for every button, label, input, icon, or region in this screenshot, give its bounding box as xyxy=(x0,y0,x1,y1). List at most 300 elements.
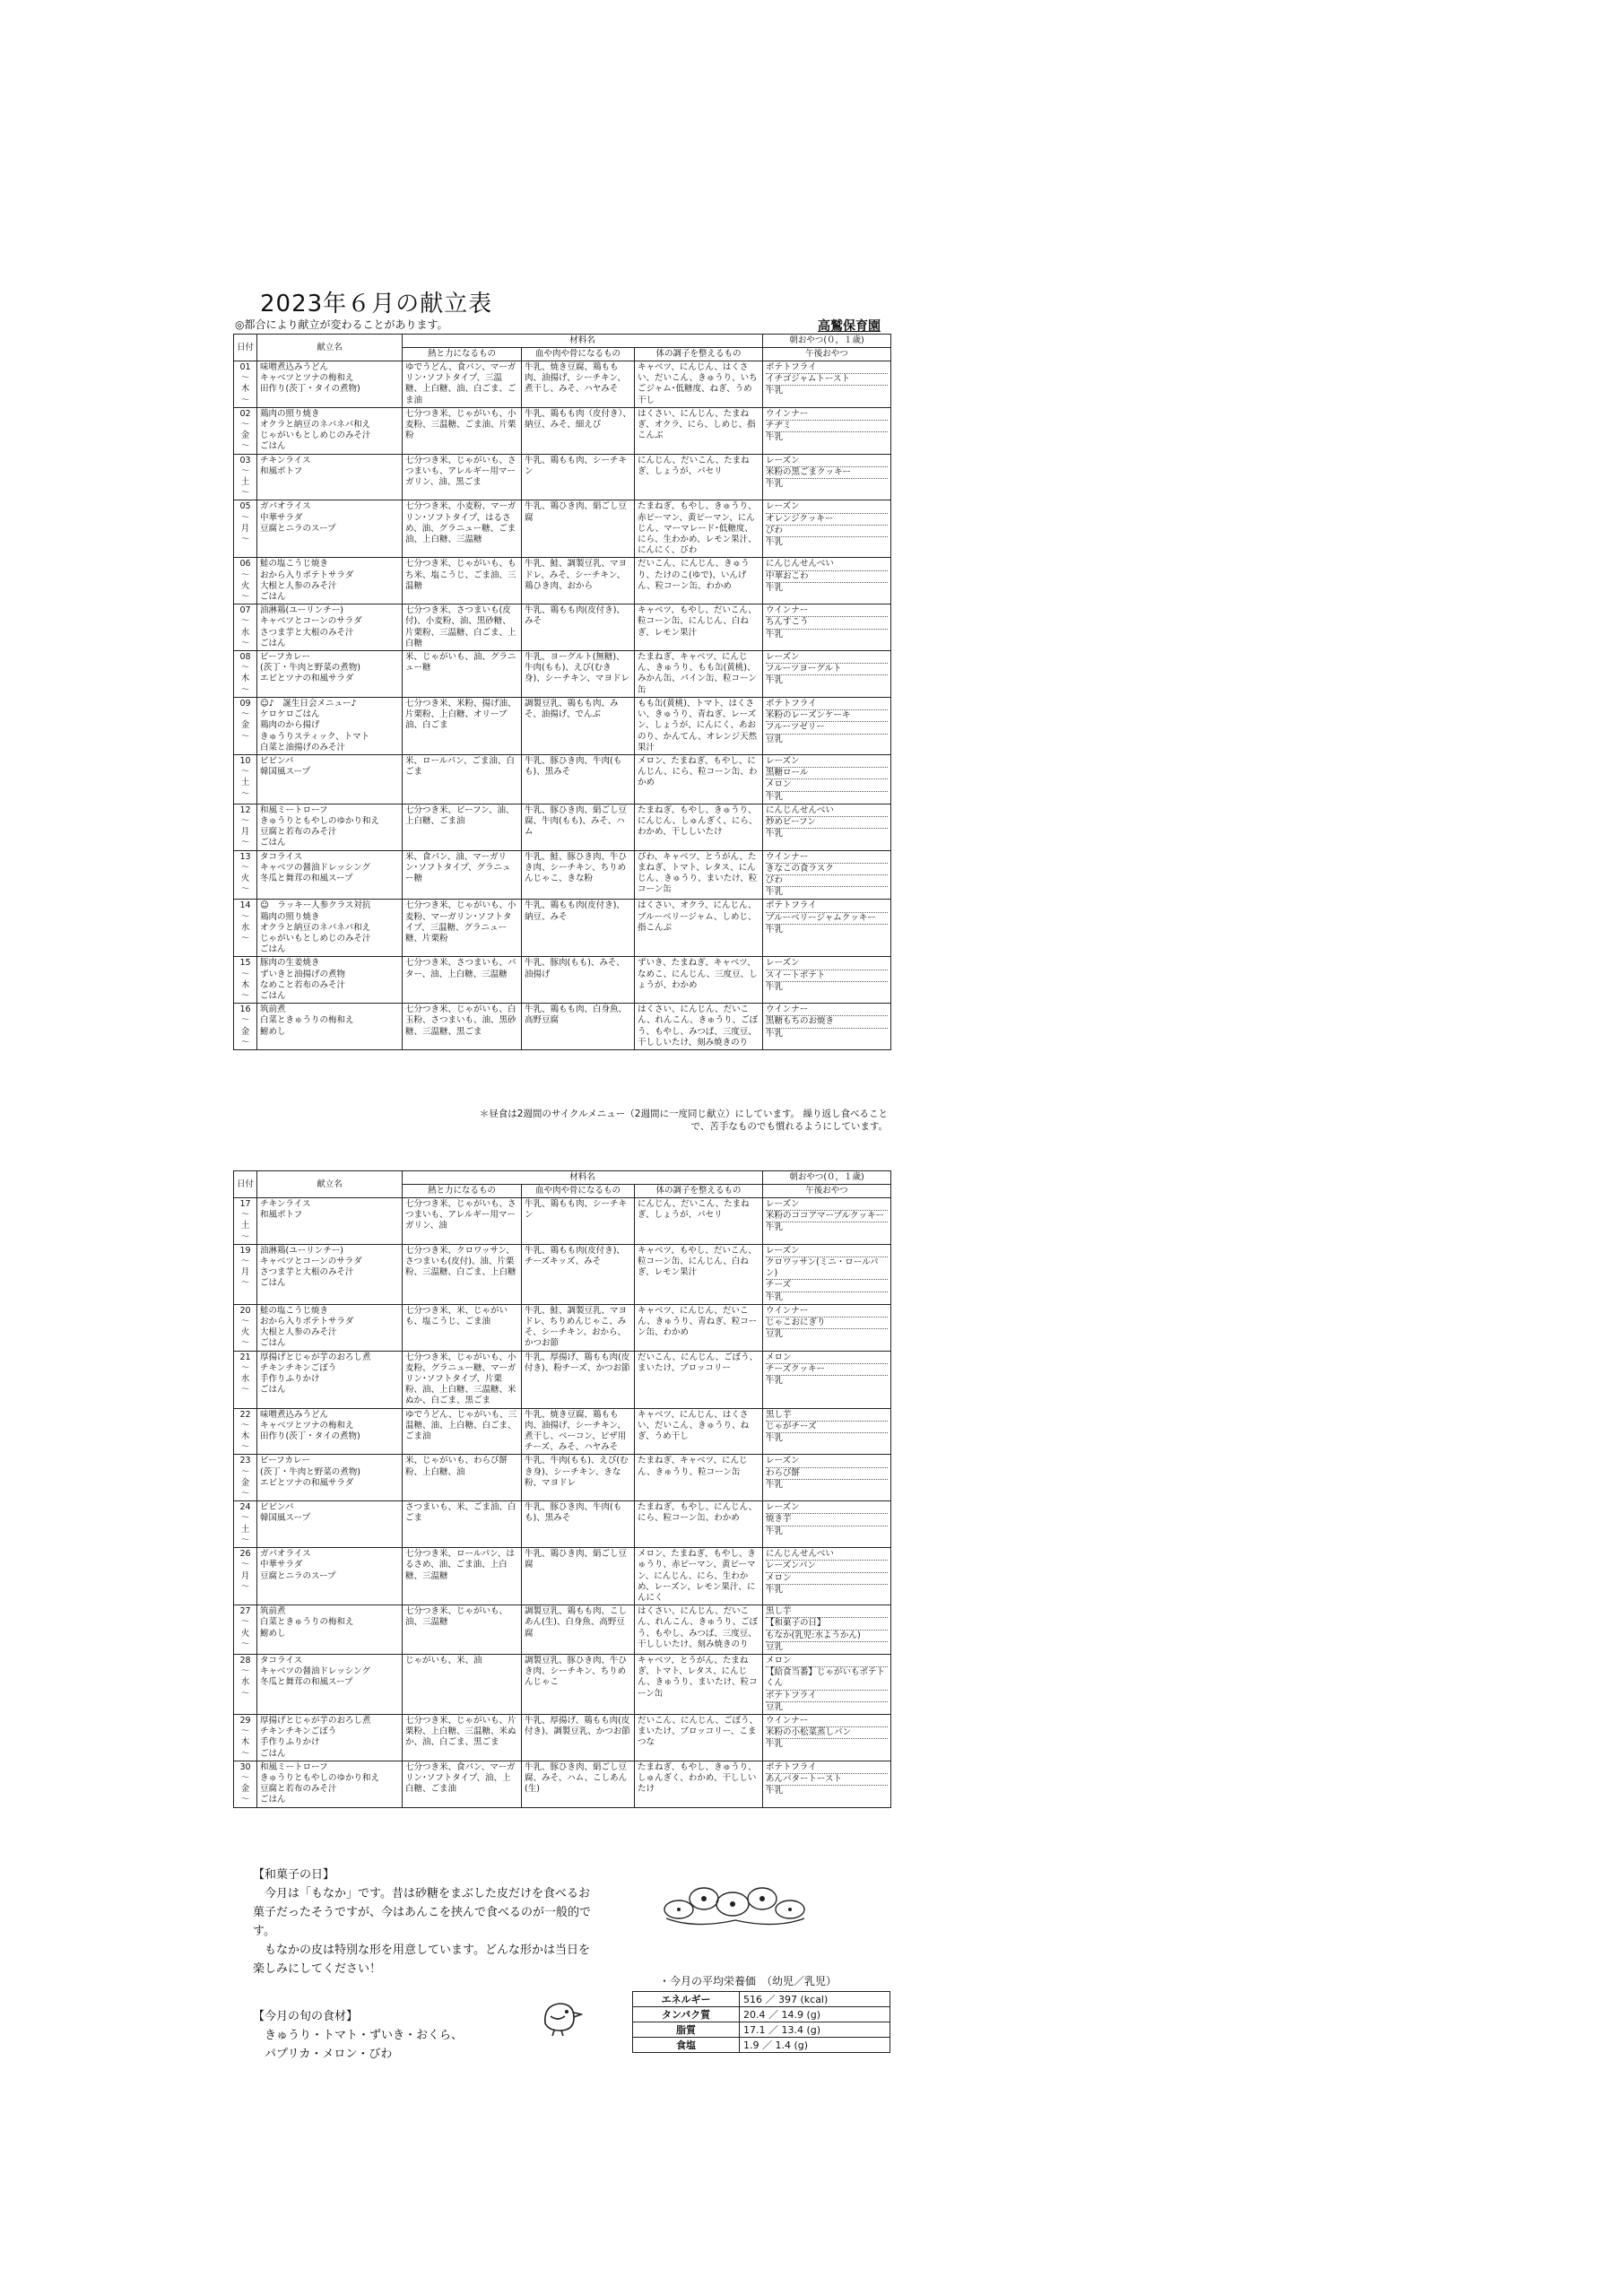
seasonal-heading: 【今月の旬の食材】 xyxy=(253,2010,359,2023)
snack-item: 牛乳 xyxy=(766,1222,784,1233)
day-number: 29 xyxy=(239,1715,251,1726)
energy-cell: 米、じゃがいも、油、グラニュー糖 xyxy=(403,651,522,698)
day-number: 22 xyxy=(239,1409,251,1420)
menu-row xyxy=(234,604,891,651)
condition-cell: にんじん、だいこん、たまねぎ、しょうが、パセリ xyxy=(635,454,763,500)
body-cell: 牛乳、鮭、豚ひき肉、牛ひき肉、シーチキン、ちりめんじゃこ、きな粉 xyxy=(522,850,635,900)
day-number: 27 xyxy=(239,1606,251,1617)
date-cell: 29 〜 木 〜 xyxy=(234,1714,257,1761)
body-cell: 牛乳、鶏もも肉(皮付き)、チーズキッズ、みそ xyxy=(522,1244,635,1304)
snack-item: 【和菓子の日】 xyxy=(766,1618,888,1630)
seasonal-food-box xyxy=(253,2007,540,2064)
snack-item: レーズン xyxy=(766,756,888,768)
energy-header: 熱と力になるもの xyxy=(403,1185,522,1198)
school-name: 高鷲保育園 xyxy=(818,319,881,334)
snack-item: ちんすこう xyxy=(766,617,888,629)
body-cell: 牛乳、鶏もも肉、白身魚、高野豆腐 xyxy=(522,1004,635,1050)
snack-item: 牛乳 xyxy=(766,1584,784,1595)
dish-cell: 鮭の塩こうじ焼き おから入りポテトサラダ 大根と人参のみそ汁 ごはん xyxy=(257,1304,403,1351)
weekday: 土 xyxy=(240,1221,250,1231)
snack-cell xyxy=(763,1501,891,1548)
body-cell: 牛乳、豚肉(もも)、みそ、油揚げ xyxy=(522,957,635,1004)
snack-item: 中華おこわ xyxy=(766,571,888,583)
body-cell: 牛乳、鶏ひき肉、絹ごし豆腐 xyxy=(522,500,635,558)
weekday: 木 xyxy=(240,1431,250,1442)
snack-item: 牛乳 xyxy=(766,1376,784,1387)
body-cell: 牛乳、牛肉(もも)、えび(むき身)、シーチキン、きな粉、マヨドレ xyxy=(522,1455,635,1501)
condition-cell: キャベツ、とうがん、たまねぎ、トマト、レタス、にんじん、きゅうり、まいたけ、粒コーン缶 xyxy=(635,1654,763,1714)
change-note: ◎都合により献立が変わることがあります。 xyxy=(235,318,448,331)
nutrient-value: 17.1 ／ 13.4 (g) xyxy=(740,2022,890,2038)
day-number: 15 xyxy=(239,958,251,969)
day-number: 02 xyxy=(239,408,251,419)
body-cell: 牛乳、焼き豆腐、鶏もも肉、油揚げ、シーチキン、煮干し、みそ、ハヤみそ xyxy=(522,361,635,408)
day-number: 19 xyxy=(239,1245,251,1256)
day-number: 05 xyxy=(239,501,251,512)
snack-item: びわ xyxy=(766,526,888,537)
snack-item: 牛乳 xyxy=(766,629,784,639)
snack-item: 牛乳 xyxy=(766,479,784,490)
afternoon-snack-header: 午後おやつ xyxy=(763,1185,891,1198)
condition-cell: たまねぎ、もやし、きゅうり、にんじん、しゅんぎく、にら、わかめ、干ししいたけ xyxy=(635,804,763,850)
snack-item: 豆乳 xyxy=(766,1701,784,1712)
snack-item: 米粉の小松菜蒸しパン xyxy=(766,1727,888,1739)
snack-cell xyxy=(763,1714,891,1761)
weekday: 火 xyxy=(240,873,250,883)
energy-cell: 七分つき米、じゃがいも、小麦粉、マーガリン･ソフトタイプ、三温糖、グラニュー糖、片栗粉 xyxy=(403,900,522,957)
condition-cell: ずいき、たまねぎ、キャベツ、なめこ、にんじん、三度豆、しょうが、わかめ xyxy=(635,957,763,1004)
energy-cell: 七分つき米、ビーフン、油、上白糖、ごま油 xyxy=(403,804,522,850)
day-number: 26 xyxy=(239,1549,251,1560)
snack-item: ポテトフライ xyxy=(766,1762,888,1774)
menu-row xyxy=(234,850,891,900)
wagashi-heading: 【和菓子の日】 xyxy=(253,1868,335,1882)
dish-cell: 筑前煮 白菜ときゅうりの梅和え 鮒めし xyxy=(257,1004,403,1050)
body-cell: 調製豆乳、鶏もも肉、みそ、油揚げ、でんぶ xyxy=(522,697,635,754)
snack-cell xyxy=(763,454,891,500)
dish-cell: チキンライス 和風ポトフ xyxy=(257,1198,403,1245)
weekday: 土 xyxy=(240,477,250,488)
cycle-footnote: ＊昼食は2週間のサイクルメニュー（2週間に一度同じ献立）にしています。 繰り返し食べることで、苦手なものでも慣れるようにしています。 xyxy=(479,1109,888,1132)
snack-item: メロン xyxy=(766,1573,888,1585)
condition-cell: メロン、たまねぎ、もやし、にんじん、にら、粒コーン缶、わかめ xyxy=(635,754,763,804)
snack-cell xyxy=(763,697,891,754)
snack-item: 豆乳 xyxy=(766,1641,784,1652)
energy-cell: 七分つき米、じゃがいも、さつまいも、アレルギー用マーガリン、油、黒ごま xyxy=(403,454,522,500)
menu-row xyxy=(234,1548,891,1605)
weekday: 土 xyxy=(240,778,250,788)
dish-cell: 筑前煮 白菜ときゅうりの梅和え 鮒めし xyxy=(257,1605,403,1655)
snack-item: じゃこおにぎり xyxy=(766,1318,888,1329)
date-cell: 01 〜 木 〜 xyxy=(234,361,257,408)
snack-item: ウインナー xyxy=(766,409,888,421)
body-cell: 牛乳、厚揚げ、鶏もも肉(皮付き)、調製豆乳、かつお節 xyxy=(522,1714,635,1761)
snack-item: ポテトフライ xyxy=(766,1691,888,1702)
snack-cell xyxy=(763,1548,891,1605)
snack-item: スイートポテト xyxy=(766,970,888,982)
snack-item: 牛乳 xyxy=(766,924,784,935)
condition-cell: キャベツ、もやし、だいこん、粒コーン缶、にんじん、白ねぎ、レモン果汁 xyxy=(635,604,763,651)
menu-row xyxy=(234,407,891,454)
dish-cell: タコライス キャベツの醤油ドレッシング 冬瓜と舞茸の和風スープ xyxy=(257,850,403,900)
date-cell: 23 〜 金 〜 xyxy=(234,1455,257,1501)
snack-item: ウインナー xyxy=(766,1306,888,1318)
energy-cell: 七分つき米、米粉、揚げ油、片栗粉、上白糖、オリーブ油、白ごま xyxy=(403,697,522,754)
snack-item: オレンジクッキー xyxy=(766,514,888,526)
dish-cell: ビビンバ 韓国風スープ xyxy=(257,1501,403,1548)
weekday: 月 xyxy=(240,1267,250,1278)
snack-item: レーズン xyxy=(766,501,888,513)
nutrition-row xyxy=(633,2007,890,2022)
day-number: 23 xyxy=(239,1456,251,1466)
snack-item: 米粉のココアマーブルクッキー xyxy=(766,1211,888,1222)
snack-cell xyxy=(763,754,891,804)
date-cell: 10 〜 土 〜 xyxy=(234,754,257,804)
condition-cell: たまねぎ、もやし、きゅうり、しゅんぎく、わかめ、干ししいたけ xyxy=(635,1761,763,1807)
snack-item: 牛乳 xyxy=(766,1028,784,1039)
dish-cell: 味噌煮込みうどん キャベツとツナの梅和え 田作り(茨丁・タイの煮物) xyxy=(257,361,403,408)
snack-item: レーズン xyxy=(766,1456,888,1467)
date-cell: 03 〜 土 〜 xyxy=(234,454,257,500)
weekday: 木 xyxy=(240,384,250,395)
nutrient-name: 脂質 xyxy=(633,2022,740,2038)
weekday: 火 xyxy=(240,580,250,591)
condition-cell: たまねぎ、もやし、にんじん、にら、粒コーン缶、わかめ xyxy=(635,1501,763,1548)
condition-header: 体の調子を整えるもの xyxy=(635,1185,763,1198)
dish-cell: 厚揚げとじゃが芋のおろし煮 チキンチキンごぼう 手作りふりかけ ごはん xyxy=(257,1351,403,1408)
weekday: 金 xyxy=(240,1477,250,1488)
snack-cell xyxy=(763,1351,891,1408)
menu-row xyxy=(234,454,891,500)
snack-item: ウインナー xyxy=(766,1716,888,1727)
snack-item: 牛乳 xyxy=(766,1739,784,1750)
date-cell: 21 〜 水 〜 xyxy=(234,1351,257,1408)
nutrient-name: 食塩 xyxy=(633,2038,740,2053)
menu-row xyxy=(234,1455,891,1501)
page-title: 2023年６月の献立表 xyxy=(260,291,493,317)
body-cell: 牛乳、鶏もも肉（皮付き）、納豆、みそ、細えび xyxy=(522,407,635,454)
condition-cell: びわ、キャベツ、とうがん、たまねぎ、トマト、レタス、にんじん、きゅうり、まいたけ、粒コーン缶 xyxy=(635,850,763,900)
day-number: 21 xyxy=(239,1352,251,1362)
nutrition-heading: ・今月の平均栄養価 （幼児／乳児） xyxy=(659,1975,838,1987)
snack-item: チヂミ xyxy=(766,421,888,432)
menu-row xyxy=(234,900,891,957)
weekday: 水 xyxy=(240,1374,250,1385)
menu-row xyxy=(234,500,891,558)
day-number: 14 xyxy=(239,900,251,911)
condition-cell: メロン、たまねぎ、もやし、きゅうり、赤ピーマン、黄ピーマン、にんじん、にら、生わかめ、レーズン、レモン果汁、にんにく xyxy=(635,1548,763,1605)
materials-header: 材料名 xyxy=(403,335,763,348)
dish-cell: タコライス キャベツの醤油ドレッシング 冬瓜と舞茸の和風スープ xyxy=(257,1654,403,1714)
snack-cell xyxy=(763,1455,891,1501)
day-number: 10 xyxy=(239,755,251,766)
snack-cell xyxy=(763,604,891,651)
dish-cell: 油淋鶏(ユーリンチー) キャベツとコーンのサラダ さつま芋と大根のみそ汁 ごはん xyxy=(257,1244,403,1304)
snack-item: 牛乳 xyxy=(766,1433,784,1444)
condition-cell: はくさい、オクラ、にんじん、ブルーベリージャム、しめじ、指こんぶ xyxy=(635,900,763,957)
wagashi-body: 今月は「もなか」です。昔は砂糖をまぶした皮だけを食べるお菓子だったそうですが、今はあんこを挟んで食べるのが一般的です。 もなかの皮は特別な形を用意しています。どんな形かは当日を楽しみにしてください！ xyxy=(253,1887,592,1976)
menu-table-second-half xyxy=(233,1170,891,1808)
nutrition-row xyxy=(633,2038,890,2053)
body-cell: 牛乳、厚揚げ、鶏もも肉(皮付き)、粉チーズ、かつお節 xyxy=(522,1351,635,1408)
body-cell: 牛乳、鶏ひき肉、絹ごし豆腐 xyxy=(522,1548,635,1605)
date-cell: 14 〜 水 〜 xyxy=(234,900,257,957)
dish-cell: 豚肉の生姜焼き ずいきと油揚げの煮物 なめこと若布のみそ汁 ごはん xyxy=(257,957,403,1004)
nutrient-name: タンパク質 xyxy=(633,2007,740,2022)
day-number: 20 xyxy=(239,1305,251,1316)
snack-cell xyxy=(763,558,891,604)
menu-row xyxy=(234,957,891,1004)
body-cell: 調製豆乳、鶏もも肉、こしあん(生)、白身魚、高野豆腐 xyxy=(522,1605,635,1655)
snack-item: 【給食当番】じゃがいもポテトくん xyxy=(766,1667,888,1690)
body-cell: 牛乳、豚ひき肉、絹ごし豆腐、牛肉(もも)、みそ、ハム xyxy=(522,804,635,850)
condition-cell: はくさい、にんじん、たまねぎ、オクラ、にら、しめじ、指こんぶ xyxy=(635,407,763,454)
weekday: 火 xyxy=(240,1327,250,1338)
snack-item: レーズン xyxy=(766,1199,888,1211)
energy-cell: 七分つき米、米、じゃがいも、塩こうじ、ごま油 xyxy=(403,1304,522,1351)
dish-cell: 鶏肉の照り焼き オクラと納豆のネバネバ和え じゃがいもとしめじのみそ汁 ごはん xyxy=(257,407,403,454)
energy-cell: 米、じゃがいも、わらび餅粉、上白糖、油 xyxy=(403,1455,522,1501)
weekday: 火 xyxy=(240,1628,250,1639)
snack-item: 牛乳 xyxy=(766,1786,784,1796)
menu-row xyxy=(234,1304,891,1351)
snack-cell xyxy=(763,900,891,957)
energy-cell: 七分つき米、ロールパン、はるさめ、油、ごま油、上白糖、三温糖 xyxy=(403,1548,522,1605)
dish-cell: チキンライス 和風ポトフ xyxy=(257,454,403,500)
snack-item: レーズン xyxy=(766,1246,888,1257)
snack-cell xyxy=(763,407,891,454)
snack-item: にんじんせんべい xyxy=(766,805,888,817)
date-cell: 08 〜 木 〜 xyxy=(234,651,257,698)
snack-item: レーズン xyxy=(766,958,888,970)
dish-cell: 味噌煮込みうどん キャベツとツナの梅和え 田作り(茨丁・タイの煮物) xyxy=(257,1408,403,1455)
snack-item: 米粉の黒ごまクッキー xyxy=(766,467,888,479)
snack-item: 牛乳 xyxy=(766,887,784,898)
menu-row xyxy=(234,1004,891,1050)
menu-row xyxy=(234,1351,891,1408)
snack-item: クロワッサン(ミニ・ロールパン) xyxy=(766,1257,888,1280)
condition-cell: はくさい、にんじん、だいこん、れんこん、きゅうり、ごぼう、もやし、みつば、三度豆、干ししいたけ、刻み焼きのり xyxy=(635,1004,763,1050)
dish-cell: ビーフカレー (茨丁・牛肉と野菜の煮物) エビとツナの和風サラダ xyxy=(257,1455,403,1501)
snack-item: 豆乳 xyxy=(766,1329,784,1340)
snack-item: 豆乳 xyxy=(766,734,784,744)
date-cell: 16 〜 金 〜 xyxy=(234,1004,257,1050)
weekday: 水 xyxy=(240,627,250,638)
date-cell: 27 〜 火 〜 xyxy=(234,1605,257,1655)
nutrition-table xyxy=(632,1991,890,2053)
body-cell: 牛乳、豚ひき肉、絹ごし豆腐、みそ、ハム、こしあん(生) xyxy=(522,1761,635,1807)
snack-item: きなこの食ラスク xyxy=(766,864,888,875)
date-cell: 12 〜 月 〜 xyxy=(234,804,257,850)
date-cell: 17 〜 土 〜 xyxy=(234,1198,257,1245)
menu-row xyxy=(234,361,891,408)
day-number: 24 xyxy=(239,1502,251,1513)
condition-cell: キャベツ、にんじん、だいこん、きゅうり、青ねぎ、粒コーン缶、わかめ xyxy=(635,1304,763,1351)
bird-icon xyxy=(538,1996,583,2036)
body-cell: 牛乳、豚ひき肉、牛肉(もも)、黒みそ xyxy=(522,1501,635,1548)
day-number: 30 xyxy=(239,1761,251,1772)
snack-item: 牛乳 xyxy=(766,675,784,686)
snack-item: 炒めビーフン xyxy=(766,817,888,829)
snack-item: チーズクッキー xyxy=(766,1364,888,1376)
day-number: 16 xyxy=(239,1004,251,1015)
day-number: 12 xyxy=(239,804,251,815)
morning-snack-header: 朝おやつ(０，１歳) xyxy=(763,1171,891,1185)
menu-row xyxy=(234,1761,891,1807)
snack-item: メロン xyxy=(766,779,888,791)
condition-cell: はくさい、にんじん、だいこん、れんこん、きゅうり、ごぼう、もやし、みつば、三度豆、干ししいたけ、刻み焼きのり xyxy=(635,1605,763,1655)
condition-cell: キャベツ、にんじん、はくさい、だいこん、きゅうり、ねぎ、うめ干し xyxy=(635,1408,763,1455)
date-cell: 02 〜 金 〜 xyxy=(234,407,257,454)
energy-cell: 七分つき米、じゃがいも、片栗粉、上白糖、三温糖、米ぬか、油、白ごま、黒ごま xyxy=(403,1714,522,1761)
snack-item: ポテトフライ xyxy=(766,362,888,374)
date-cell: 05 〜 月 〜 xyxy=(234,500,257,558)
day-number: 01 xyxy=(239,362,251,372)
energy-cell: 七分つき米、じゃがいも、小麦粉、三温糖、ごま油、片栗粉 xyxy=(403,407,522,454)
body-cell: 牛乳、鮭、調製豆乳、マヨドレ、みそ、シーチキン、鶏ひき肉、おから xyxy=(522,558,635,604)
menu-row xyxy=(234,697,891,754)
menu-row xyxy=(234,1198,891,1245)
energy-cell: じゃがいも、米、油 xyxy=(403,1654,522,1714)
menu-row xyxy=(234,1501,891,1548)
condition-cell: たまねぎ、キャベツ、にんじん、きゅうり、粒コーン缶 xyxy=(635,1455,763,1501)
afternoon-snack-header: 午後おやつ xyxy=(763,348,891,361)
weekday: 水 xyxy=(240,1677,250,1688)
snack-item: 牛乳 xyxy=(766,582,784,593)
snack-item: 黒し芋 xyxy=(766,1410,888,1422)
morning-snack-header: 朝おやつ(０，１歳) xyxy=(763,335,891,348)
snack-cell xyxy=(763,1198,891,1245)
weekday: 金 xyxy=(240,1026,250,1037)
weekday: 土 xyxy=(240,1524,250,1535)
condition-cell: だいこん、にんじん、きゅうり、たけのこ(ゆで)、いんげん、粒コーン缶、わかめ xyxy=(635,558,763,604)
snack-cell xyxy=(763,1304,891,1351)
condition-cell: にんじん、だいこん、たまねぎ、しょうが、パセリ xyxy=(635,1198,763,1245)
snack-item: ウインナー xyxy=(766,605,888,617)
condition-cell: たまねぎ、キャベツ、にんじん、きゅうり、もも缶(黄桃)、みかん缶、パイン缶、粒コーン缶 xyxy=(635,651,763,698)
body-cell: 調製豆乳、豚ひき肉、牛ひき肉、シーチキン、ちりめんじゃこ xyxy=(522,1654,635,1714)
snack-item: ウインナー xyxy=(766,1004,888,1016)
snack-item: 牛乳 xyxy=(766,1292,784,1302)
snack-cell xyxy=(763,850,891,900)
nutrient-value: 20.4 ／ 14.9 (g) xyxy=(740,2007,890,2022)
day-number: 08 xyxy=(239,652,251,663)
energy-cell: 七分つき米、じゃがいも、さつまいも、アレルギー用マーガリン、油 xyxy=(403,1198,522,1245)
day-number: 13 xyxy=(239,851,251,862)
dish-cell: 厚揚げとじゃが芋のおろし煮 チキンチキンごぼう 手作りふりかけ ごはん xyxy=(257,1714,403,1761)
snack-item: 黒糖もちのお焼き xyxy=(766,1016,888,1028)
snack-item: フルーツヨーグルト xyxy=(766,664,888,675)
date-cell: 30 〜 金 〜 xyxy=(234,1761,257,1807)
energy-cell: 七分つき米、クロワッサン、さつまいも(皮付)、油、片栗粉、三温糖、白ごま、上白糖 xyxy=(403,1244,522,1304)
snack-cell xyxy=(763,361,891,408)
energy-cell: 七分つき米、じゃがいも、油、三温糖 xyxy=(403,1605,522,1655)
snack-item: イチゴジャムトースト xyxy=(766,374,888,386)
snack-item: レーズン xyxy=(766,652,888,664)
energy-cell: 七分つき米、じゃがいも、白玉粉、さつまいも、油、黒砂糖、三温糖、黒ごま xyxy=(403,1004,522,1050)
weekday: 水 xyxy=(240,922,250,933)
body-cell: 牛乳、鮭、調製豆乳、マヨドレ、ちりめんじゃこ、みそ、シーチキン、おから、かつお節 xyxy=(522,1304,635,1351)
menu-row xyxy=(234,651,891,698)
energy-cell: 七分つき米、じゃがいも、小麦粉、グラニュー糖、マーガリン･ソフトタイプ、片栗粉、油、上白糖、三温糖、米ぬか、白ごま、黒ごま xyxy=(403,1351,522,1408)
menu-row xyxy=(234,1605,891,1655)
snack-item: レーズンパン xyxy=(766,1561,888,1572)
snack-cell xyxy=(763,1761,891,1807)
snack-cell xyxy=(763,500,891,558)
nutrition-row xyxy=(633,1992,890,2007)
wagashi-day-box xyxy=(253,1866,594,1979)
snack-cell xyxy=(763,957,891,1004)
snack-item: わらび餅 xyxy=(766,1468,888,1480)
snack-cell xyxy=(763,1004,891,1050)
date-cell: 19 〜 月 〜 xyxy=(234,1244,257,1304)
nutrient-name: エネルギー xyxy=(633,1992,740,2007)
dish-cell: ガパオライス 中華サラダ 豆腐とニラのスープ xyxy=(257,1548,403,1605)
energy-cell: 七分つき米、食パン、マーガリン･ソフトタイプ、油、上白糖、ごま油 xyxy=(403,1761,522,1807)
date-cell: 07 〜 水 〜 xyxy=(234,604,257,651)
date-cell: 06 〜 火 〜 xyxy=(234,558,257,604)
snack-item: 牛乳 xyxy=(766,829,784,839)
snack-item: あんバタートースト xyxy=(766,1774,888,1786)
energy-cell: さつまいも、米、ごま油、白ごま xyxy=(403,1501,522,1548)
snack-item: ポテトフライ xyxy=(766,699,888,710)
dish-header: 献立名 xyxy=(257,335,403,361)
snack-item: 黒糖ロール xyxy=(766,768,888,779)
weekday: 月 xyxy=(240,1570,250,1581)
energy-header: 熱と力になるもの xyxy=(403,348,522,361)
flower-garland-icon xyxy=(659,1879,812,1933)
menu-row xyxy=(234,1654,891,1714)
nutrient-value: 516 ／ 397 (kcal) xyxy=(740,1992,890,2007)
snack-item: 牛乳 xyxy=(766,791,784,802)
dish-header: 献立名 xyxy=(257,1171,403,1198)
date-cell: 28 〜 水 〜 xyxy=(234,1654,257,1714)
body-cell: 牛乳、鶏もも肉、シーチキン xyxy=(522,1198,635,1245)
snack-item: びわ xyxy=(766,875,888,887)
energy-cell: 米、ロールパン、ごま油、白ごま xyxy=(403,754,522,804)
menu-row xyxy=(234,754,891,804)
weekday: 木 xyxy=(240,1737,250,1748)
weekday: 木 xyxy=(240,979,250,990)
day-number: 09 xyxy=(239,698,251,709)
energy-cell: 七分つき米、じゃがいも、もち米、塩こうじ、ごま油、三温糖 xyxy=(403,558,522,604)
condition-cell: もも缶(黄桃)、トマト、はくさい、きゅうり、青ねぎ、レーズン、しょうが、にんにく、あおのり、かんてん、オレンジ天然果汁 xyxy=(635,697,763,754)
snack-item: 牛乳 xyxy=(766,1479,784,1490)
menu-row xyxy=(234,1714,891,1761)
snack-item: ポテトフライ xyxy=(766,900,888,912)
snack-item: メロン xyxy=(766,1656,888,1667)
snack-item: にんじんせんべい xyxy=(766,559,888,570)
nutrition-row xyxy=(633,2022,890,2038)
menu-row xyxy=(234,804,891,850)
snack-item: 米粉のレーズンケーキ xyxy=(766,710,888,722)
condition-cell: キャベツ、にんじん、はくさい、だいこん、きゅうり、いちごジャム･低糖度、ねぎ、うめ干し xyxy=(635,361,763,408)
date-cell: 22 〜 木 〜 xyxy=(234,1408,257,1455)
menu-row xyxy=(234,558,891,604)
snack-item: もなか(乳児:水ようかん) xyxy=(766,1631,888,1642)
dish-cell: ☺ ラッキー人参クラス対抗 鶏肉の照り焼き オクラと納豆のネバネバ和え じゃがいもとしめじのみそ汁 ごはん xyxy=(257,900,403,957)
energy-cell: ゆでうどん、食パン、マーガリン･ソフトタイプ、三温糖、上白糖、油、白ごま、ごま油 xyxy=(403,361,522,408)
snack-item: フルーツゼリー xyxy=(766,722,888,734)
snack-item: レーズン xyxy=(766,1502,888,1514)
seasonal-body: きゅうり・トマト・ずいき・おくら、 パプリカ・メロン・びわ xyxy=(265,2029,464,2061)
snack-cell xyxy=(763,1605,891,1655)
dish-cell: ガパオライス 中華サラダ 豆腐とニラのスープ xyxy=(257,500,403,558)
date-cell: 20 〜 火 〜 xyxy=(234,1304,257,1351)
snack-cell xyxy=(763,1408,891,1455)
date-cell: 24 〜 土 〜 xyxy=(234,1501,257,1548)
condition-cell: だいこん、にんじん、ごぼう、まいたけ、ブロッコリー、こまつな xyxy=(635,1714,763,1761)
